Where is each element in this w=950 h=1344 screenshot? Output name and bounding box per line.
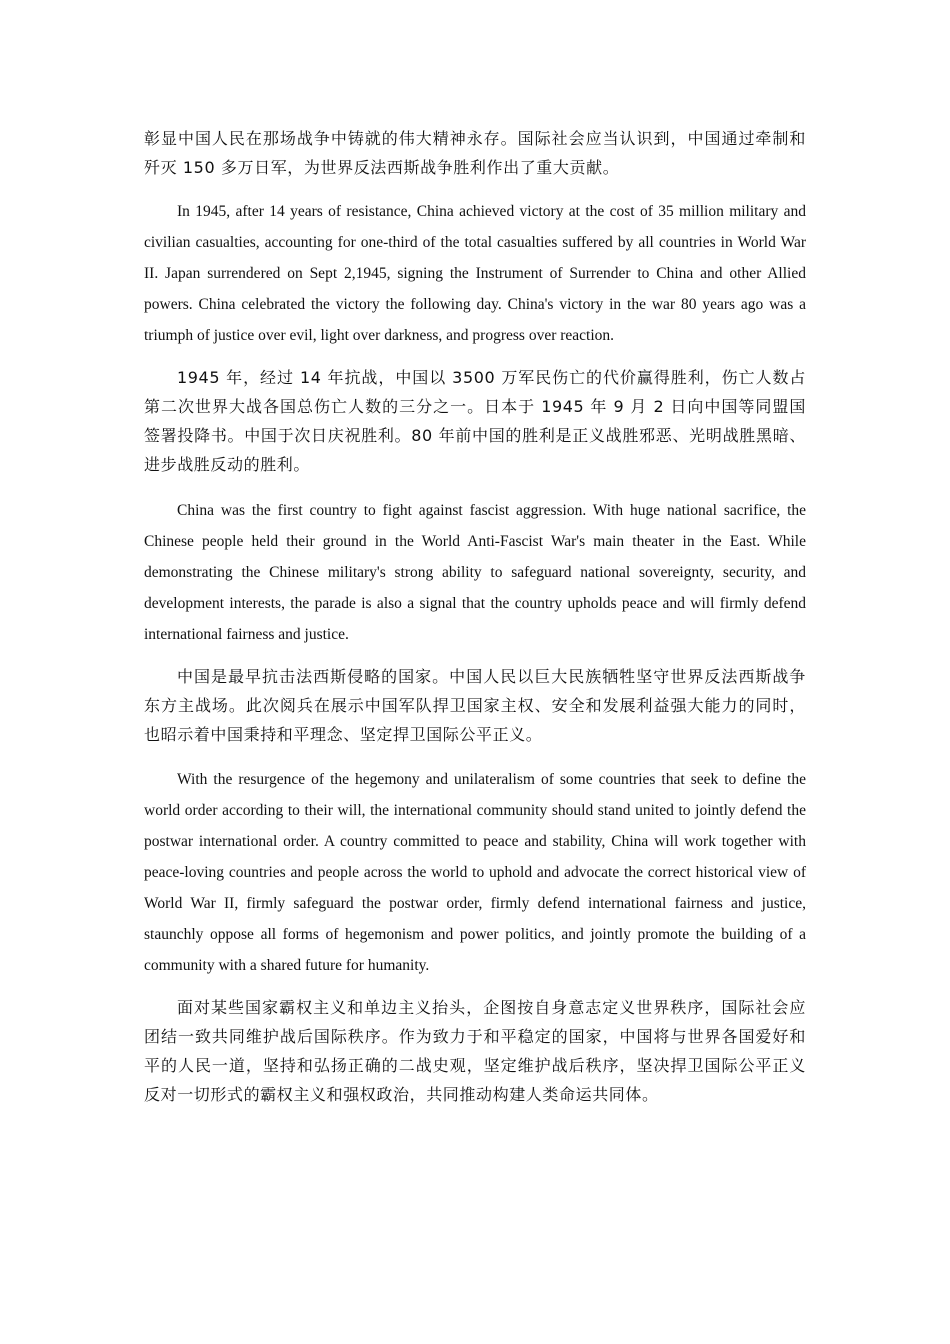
document-page xyxy=(144,124,806,1123)
paragraph-en-3: With the resurgence of the hegemony and unilateralism of some countries that seek to define the world order according to their will, the international community should stand united to jointly defend the postwar international order. A country committed to peace and stability, China will work together with peace-loving countries and people across the world to uphold and advocate the correct historical view of World War II, firmly safeguard the postwar order, firmly defend international fairness and justice, staunchly oppose all forms of hegemonism and power politics, and jointly promote the building of a community with a shared future for humanity. xyxy=(144,771,806,974)
paragraph-zh-2: 1945 年，经过 14 年抗战，中国以 3500 万军民伤亡的代价赢得胜利，伤亡人数占第二次世界大战各国总伤亡人数的三分之一。日本于 1945 年 9 月 2 日向中国等同盟国签署投降书。中国于次日庆祝胜利。80 年前中国的胜利是正义战胜邪恶、光明战胜黑暗、进步战胜反动的胜利。 xyxy=(144,368,806,474)
paragraph-zh-1: 彰显中国人民在那场战争中铸就的伟大精神永存。国际社会应当认识到，中国通过牵制和歼灭 150 多万日军，为世界反法西斯战争胜利作出了重大贡献。 xyxy=(144,129,806,177)
paragraph-zh-4: 面对某些国家霸权主义和单边主义抬头，企图按自身意志定义世界秩序，国际社会应团结一致共同维护战后国际秩序。作为致力于和平稳定的国家，中国将与世界各国爱好和平的人民一道，坚持和弘扬正确的二战史观，坚定维护战后秩序，坚决捍卫国际公平正义反对一切形式的霸权主义和强权政治，共同推动构建人类命运共同体。 xyxy=(144,998,806,1104)
paragraph-en-1: In 1945, after 14 years of resistance, China achieved victory at the cost of 35 million military and civilian casualties, accounting for one-third of the total casualties suffered by all countries in World War II. Japan surrendered on Sept 2,1945, signing the Instrument of Surrender to China and other Allied powers. China celebrated the victory the following day. China's victory in the war 80 years ago was a triumph of justice over evil, light over darkness, and progress over reaction. xyxy=(144,203,806,344)
paragraph-zh-3: 中国是最早抗击法西斯侵略的国家。中国人民以巨大民族牺牲坚守世界反法西斯战争东方主战场。此次阅兵在展示中国军队捍卫国家主权、安全和发展利益强大能力的同时，也昭示着中国秉持和平理念、坚定捍卫国际公平正义。 xyxy=(144,667,806,744)
paragraph-en-2: China was the first country to fight against fascist aggression. With huge national sacrifice, the Chinese people held their ground in the World Anti-Fascist War's main theater in the East. While demonstrating the Chinese military's strong ability to safeguard national sovereignty, security, and development interests, the parade is also a signal that the country upholds peace and will firmly defend international fairness and justice. xyxy=(144,502,806,643)
